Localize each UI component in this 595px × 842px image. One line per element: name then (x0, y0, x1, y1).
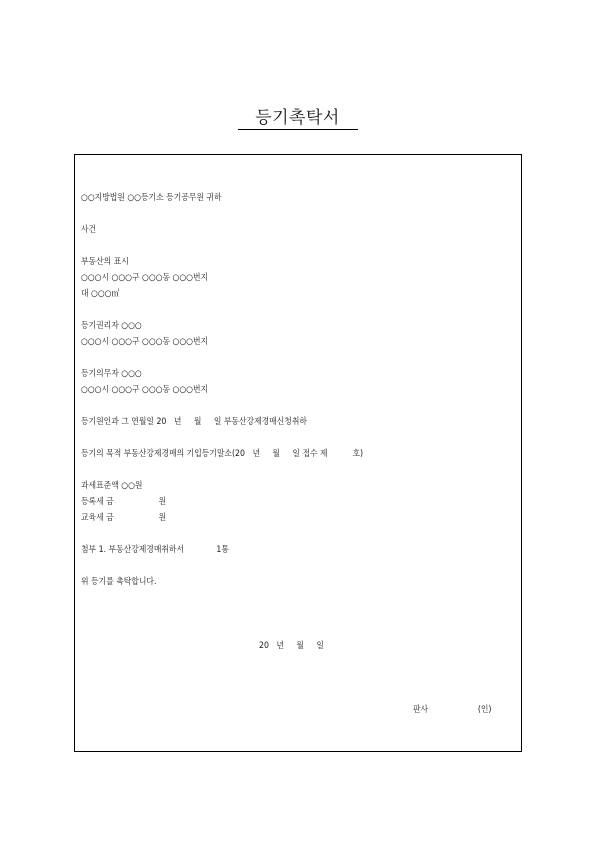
property-address: ○○○시 ○○○구 ○○○동 ○○○번지 (81, 273, 209, 283)
right-holder-address: ○○○시 ○○○구 ○○○동 ○○○번지 (81, 337, 209, 347)
document-title: 등기촉탁서 (255, 108, 340, 128)
registration-tax: 등록세 금 원 (81, 497, 167, 507)
attachment-line: 첨부 1. 부동산강제경매취하서 1통 (81, 545, 229, 555)
property-heading: 부동산의 표시 (81, 257, 129, 267)
title-underline (238, 129, 358, 130)
obligor-heading: 등기의무자 ○○○ (81, 369, 142, 379)
obligor-address: ○○○시 ○○○구 ○○○동 ○○○번지 (81, 385, 209, 395)
judge-signature-line: 판사 (인) (413, 705, 492, 715)
case-label: 사건 (81, 225, 97, 235)
registration-purpose: 등기의 목적 부동산강제경매의 기입등기말소(20 년 월 일 접수 제 호) (81, 449, 364, 459)
tax-base: 과세표준액 ○○원 (81, 481, 143, 491)
education-tax: 교육세 금 원 (81, 513, 167, 523)
request-line: 위 등기를 촉탁합니다. (81, 577, 157, 587)
property-area: 대 ○○○㎡ (81, 289, 120, 299)
right-holder-heading: 등기권리자 ○○○ (81, 321, 142, 331)
date-line: 20 년 월 일 (259, 641, 324, 651)
addressee-line: ○○지방법원 ○○등기소 등기공무원 귀하 (81, 193, 222, 203)
registration-cause: 등기원인과 그 연월일 20 년 월 일 부동산강제경매신청취하 (81, 417, 307, 427)
